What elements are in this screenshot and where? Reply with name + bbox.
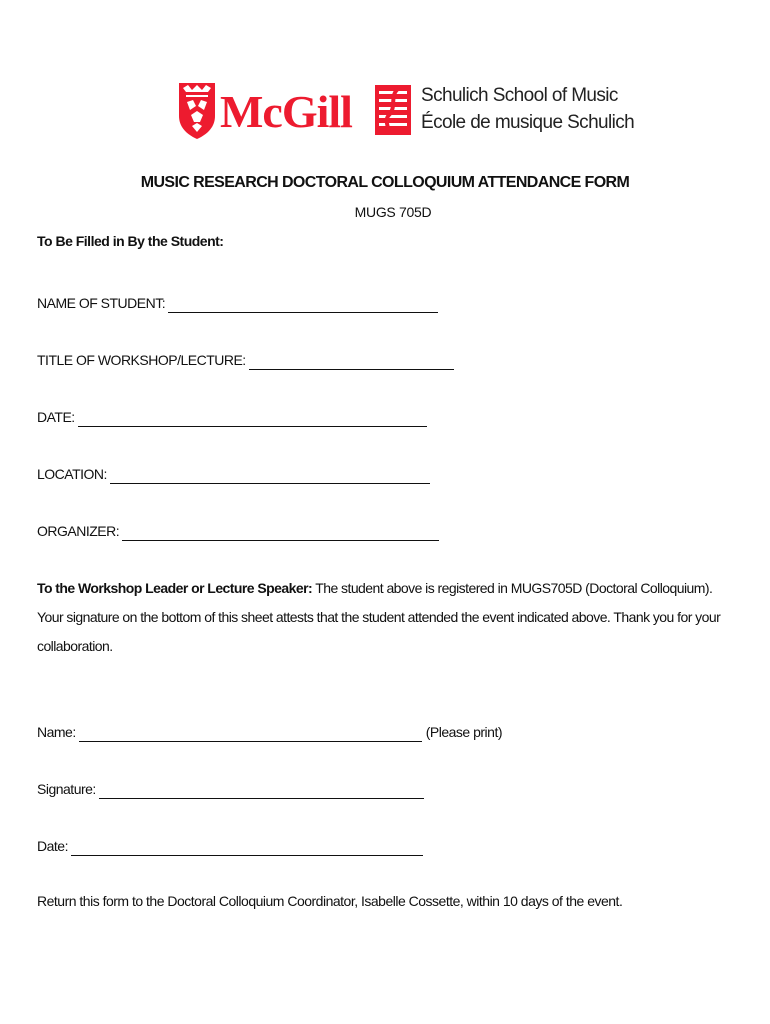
speaker-text: The student above is registered in MUGS705D (Doctoral Colloquium). Your signature on the bottom of this sheet attests that the student attended the event indicated above. Thank you for your collaboration. [37, 580, 721, 654]
signature-date-line[interactable] [71, 840, 423, 856]
schulich-name [421, 82, 634, 136]
speaker-heading: To the Workshop Leader or Lecture Speaker: [37, 580, 313, 596]
organizer-line[interactable] [122, 525, 439, 541]
please-print-note: (Please print) [425, 724, 502, 740]
workshop-title-field [37, 350, 454, 370]
speaker-name-line[interactable] [79, 726, 422, 742]
schulich-name-en: Schulich School of Music [421, 85, 618, 106]
schulich-logo [375, 82, 635, 142]
student-section-heading: To Be Filled in By the Student: [37, 233, 224, 249]
mcgill-wordmark: McGill [220, 86, 352, 137]
mcgill-shield-icon [178, 82, 216, 140]
student-name-label: NAME OF STUDENT: [37, 295, 166, 311]
signature-date-field [37, 836, 423, 856]
schulich-name-fr: École de musique Schulich [421, 112, 635, 133]
event-date-label: DATE: [37, 409, 75, 425]
form-title: MUSIC RESEARCH DOCTORAL COLLOQUIUM ATTENDANCE FORM [140, 174, 630, 191]
mcgill-logo [178, 82, 352, 142]
location-field [37, 464, 430, 484]
speaker-instructions [37, 574, 727, 661]
return-instructions: Return this form to the Doctoral Colloquium Coordinator, Isabelle Cossette, within 10 days of the event. [37, 893, 623, 909]
course-code: MUGS 705D [354, 204, 432, 220]
workshop-title-line[interactable] [249, 354, 454, 370]
event-date-line[interactable] [78, 411, 427, 427]
location-line[interactable] [110, 468, 430, 484]
student-name-line[interactable] [168, 297, 438, 313]
organizer-label: ORGANIZER: [37, 523, 120, 539]
location-label: LOCATION: [37, 466, 107, 482]
schulich-mark-icon [375, 85, 411, 135]
signature-field [37, 779, 424, 799]
speaker-name-label: Name: [37, 724, 76, 740]
speaker-name-field [37, 722, 502, 742]
student-name-field [37, 293, 438, 313]
organizer-field [37, 521, 439, 541]
signature-label: Signature: [37, 781, 96, 797]
signature-date-label: Date: [37, 838, 68, 854]
event-date-field [37, 407, 427, 427]
workshop-title-label: TITLE OF WORKSHOP/LECTURE: [37, 352, 246, 368]
signature-line[interactable] [99, 783, 424, 799]
